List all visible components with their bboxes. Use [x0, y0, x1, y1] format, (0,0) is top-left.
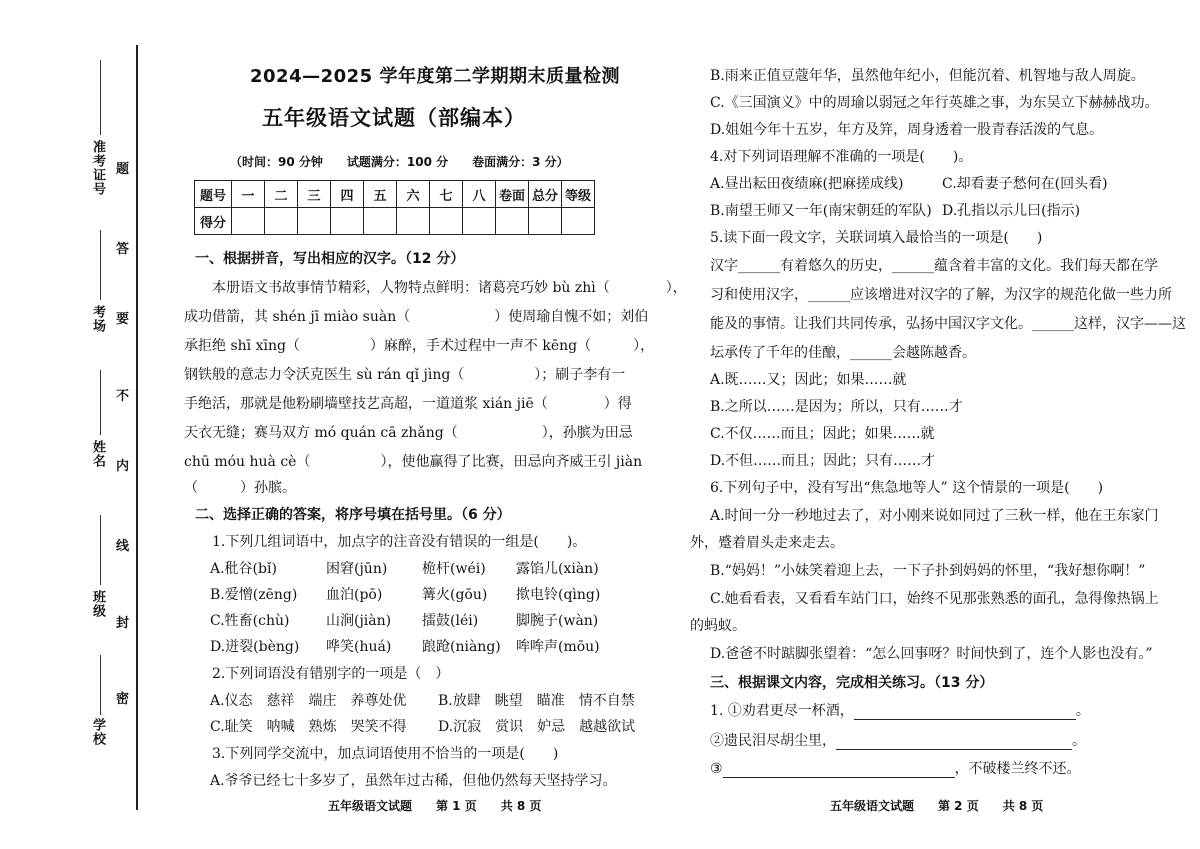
admission-number-label: 准考证号: [90, 140, 105, 196]
q5-passage-line: 习和使用汉字，______应该增进对汉字的了解，为汉字的规范化做一些力所: [710, 287, 1172, 303]
score-header: 卷面: [496, 181, 529, 208]
binding-divider: [136, 45, 138, 810]
seal-char: 不: [116, 389, 130, 404]
q2-option: C.耻笑 呐喊 熟炼 哭笑不得: [210, 719, 407, 735]
recitation-prefix: 1. ①劝君更尽一杯酒，: [710, 703, 854, 719]
question-5-stem: 5.读下面一段文字，关联词填入最恰当的一项是( ): [710, 230, 1043, 246]
q1-option-word: 山涧(jiàn): [326, 613, 392, 629]
q2-options-row: [210, 690, 635, 710]
section-1-line: 成功借箭，其 shén jī miào suàn（ ）使周瑜自愧不如；刘伯: [184, 309, 649, 325]
score-header: 等级: [562, 181, 595, 208]
score-cell[interactable]: [364, 208, 397, 235]
question-2-stem: 2.下列词语没有错别字的一项是（ ）: [212, 666, 450, 682]
q5-option: A.既……又；因此；如果……就: [710, 372, 907, 388]
section-1-line: chū móu huà cè（ ），使他赢得了比赛，田忌向齐威王引 jiàn: [184, 454, 643, 470]
section-1-line: （ ）孙膑。: [184, 480, 296, 496]
score-header: 七: [430, 181, 463, 208]
q4-option: A.昼出耘田夜绩麻(把麻搓成线): [710, 176, 904, 192]
q5-option: C.不仅……而且；因此；如果……就: [710, 426, 935, 442]
q1-option-word: 脚腕子(wàn): [516, 613, 599, 629]
recitation-line-1: [710, 700, 1090, 720]
seal-char: 密: [116, 692, 130, 707]
seal-char: 答: [116, 242, 130, 257]
section-1-title: 一、根据拼音，写出相应的汉字。（12 分）: [195, 251, 465, 267]
name-label: 姓名: [90, 440, 105, 468]
seal-char: 封: [116, 616, 130, 631]
score-cell[interactable]: [397, 208, 430, 235]
name-blank[interactable]: [100, 370, 101, 435]
q1-option-word: C.牲畜(chù): [210, 613, 290, 629]
q5-passage-line: 能及的事情。让我们共同传承，弘扬中国汉字文化。______这样，汉字——这: [710, 316, 1186, 332]
exam-room-label: 考场: [90, 305, 105, 333]
recitation-suffix: 。: [1072, 733, 1086, 749]
seal-char: 要: [116, 312, 130, 327]
q1-option-word: 露馅儿(xiàn): [516, 561, 599, 577]
recitation-line-2: [710, 730, 1086, 750]
score-header: 六: [397, 181, 430, 208]
q1-option-word: 擂鼓(léi): [422, 613, 479, 629]
score-cell[interactable]: [265, 208, 298, 235]
admission-number-blank[interactable]: [100, 60, 101, 135]
score-header: 二: [265, 181, 298, 208]
binding-strip: [0, 0, 140, 849]
class-blank[interactable]: [100, 515, 101, 585]
q6-option-line: 的蚂蚁。: [690, 618, 746, 634]
seal-char: 内: [116, 459, 130, 474]
question-1-stem: 1.下列几组词语中，加点字的注音没有错误的一组是( )。: [212, 534, 587, 550]
q6-option-line: B.“妈妈！”小妹笑着迎上去，一下子扑到妈妈的怀里，“我好想你啊！”: [710, 563, 1146, 579]
section-2-title: 二、选择正确的答案，将序号填在括号里。（6 分）: [195, 507, 511, 523]
q1-option-word: 哗笑(huá): [326, 639, 392, 655]
answer-blank[interactable]: [854, 705, 1076, 720]
recitation-prefix: ②遗民泪尽胡尘里，: [710, 733, 836, 749]
exam-subtitle: 五年级语文试题（部编本）: [262, 106, 526, 130]
score-cell[interactable]: [430, 208, 463, 235]
exam-room-blank[interactable]: [100, 230, 101, 300]
q4-options-row: [710, 200, 1080, 220]
score-row-label: 得分: [195, 208, 232, 235]
recitation-line-3: [710, 758, 1081, 778]
q1-option-word: 篝火(gōu): [422, 587, 488, 603]
q4-option: C.却看妻子愁何在(回头看): [942, 176, 1108, 192]
q2-options-row: [210, 716, 635, 736]
score-header: 五: [364, 181, 397, 208]
q1-option-word: A.秕谷(bǐ): [210, 561, 277, 577]
answer-blank[interactable]: [723, 763, 955, 778]
section-1-line: 天衣无缝；赛马双方 mó quán cā zhǎng（ ），孙膑为田忌: [184, 425, 633, 441]
q6-option-line: 外，蹙着眉头走来走去。: [690, 535, 844, 551]
q6-option-line: A.时间一分一秒地过去了，对小刚来说如同过了三秋一样，他在王东家门: [710, 508, 1159, 524]
recitation-suffix: 。: [1075, 703, 1090, 719]
recitation-prefix: ③: [710, 761, 723, 777]
section-1-line: 承拒绝 shī xīng（ ）麻醉，手术过程中一声不 kēng（ ），: [184, 338, 655, 354]
section-1-line: 钢铁般的意志力令沃克医生 sù rán qǐ jìng（ ）；刷子李有一: [184, 367, 626, 383]
seal-char: 线: [116, 539, 130, 554]
page-2-footer: 五年级语文试题 第 2 页 共 8 页: [830, 799, 1044, 813]
q1-option-word: 揿电铃(qìng): [516, 587, 601, 603]
q4-option: D.孔指以示儿曰(指示): [942, 203, 1081, 219]
section-1-line: 本册语文书故事情节精彩，人物特点鲜明：诸葛亮巧妙 bù zhì（ ），: [212, 280, 687, 296]
q5-option: D.不但……而且；因此；只有……才: [710, 453, 936, 469]
score-cell[interactable]: [298, 208, 331, 235]
q2-option: D.沉寂 赏识 妒忌 越越欲试: [438, 719, 636, 735]
score-cell[interactable]: [232, 208, 265, 235]
score-cell[interactable]: [529, 208, 562, 235]
q6-option-line: C.她看看表，又看看车站门口，始终不见那张熟悉的面孔，急得像热锅上: [710, 591, 1159, 607]
score-header: 一: [232, 181, 265, 208]
school-label: 学校: [90, 718, 105, 746]
q2-option: B.放肆 眺望 瞄准 情不自禁: [438, 693, 635, 709]
q1-option-word: 哞哞声(mōu): [516, 639, 600, 655]
q1-option-word: 困窘(jūn): [326, 561, 388, 577]
score-cell[interactable]: [562, 208, 595, 235]
page-1-footer: 五年级语文试题 第 1 页 共 8 页: [328, 799, 542, 813]
q1-option-B: [210, 584, 600, 604]
q4-options-row: [710, 173, 1108, 193]
school-blank[interactable]: [100, 655, 101, 715]
q2-option: A.仪态 慈祥 端庄 养尊处优: [210, 693, 407, 709]
score-header: 题号: [195, 181, 232, 208]
score-header: 三: [298, 181, 331, 208]
q1-option-word: 桅杆(wéi): [422, 561, 486, 577]
q5-option: B.之所以……是因为；所以，只有……才: [710, 399, 963, 415]
question-3-stem: 3.下列同学交流中，加点词语使用不恰当的一项是( ): [212, 746, 559, 762]
q3-option-A: A.爷爷已经七十多岁了，虽然年过古稀，但他仍然每天坚持学习。: [210, 773, 617, 789]
q3-option-D: D.姐姐今年十五岁，年方及笄，周身透着一股青春活泼的气息。: [710, 122, 1104, 138]
q1-option-word: 血泊(pō): [326, 587, 383, 603]
question-4-stem: 4.对下列词语理解不准确的一项是( )。: [710, 149, 973, 165]
score-table: [194, 180, 595, 235]
question-6-stem: 6.下列句子中，没有写出“焦急地等人” 这个情景的一项是( ): [710, 480, 1104, 496]
q3-option-C: C.《三国演义》中的周瑜以弱冠之年行英雄之事，为东吴立下赫赫战功。: [710, 95, 1159, 111]
q1-option-C: [210, 610, 598, 630]
score-header: 八: [463, 181, 496, 208]
q1-option-word: D.迸裂(bèng): [210, 639, 300, 655]
q1-option-A: [210, 558, 599, 578]
recitation-suffix: ，不破楼兰终不还。: [954, 761, 1081, 777]
answer-blank[interactable]: [836, 735, 1072, 750]
class-label: 班级: [90, 590, 105, 618]
score-cell[interactable]: [496, 208, 529, 235]
q1-option-D: [210, 636, 600, 656]
q1-option-word: 踉跄(niàng): [422, 639, 501, 655]
section-3-title: 三、根据课文内容，完成相关练习。（13 分）: [710, 675, 994, 691]
exam-title: 2024—2025 学年度第二学期期末质量检测: [250, 66, 620, 87]
score-header: 总分: [529, 181, 562, 208]
q6-option-line: D.爸爸不时踮脚张望着：“怎么回事呀？时间快到了，连个人影也没有。”: [710, 646, 1153, 662]
score-cell[interactable]: [331, 208, 364, 235]
score-cell[interactable]: [463, 208, 496, 235]
seal-char: 题: [116, 162, 130, 177]
q4-option: B.南望王师又一年(南宋朝廷的军队): [710, 203, 932, 219]
score-header: 四: [331, 181, 364, 208]
q5-passage-line: 汉字______有着悠久的历史，______蕴含着丰富的文化。我们每天都在学: [710, 258, 1158, 274]
q1-option-word: B.爱憎(zēng): [210, 587, 298, 603]
section-1-line: 手绝活，那就是他粉刷墙壁技艺高超，一道道浆 xián jiē（ ）得: [184, 396, 632, 412]
q3-option-B: B.雨来正值豆蔻年华，虽然他年纪小，但能沉着、机智地与敌人周旋。: [710, 68, 1145, 84]
q5-passage-line: 坛承传了千年的佳酿，______会越陈越香。: [710, 345, 976, 361]
exam-info: （时间：90 分钟 试题满分：100 分 卷面满分：3 分）: [230, 155, 569, 169]
